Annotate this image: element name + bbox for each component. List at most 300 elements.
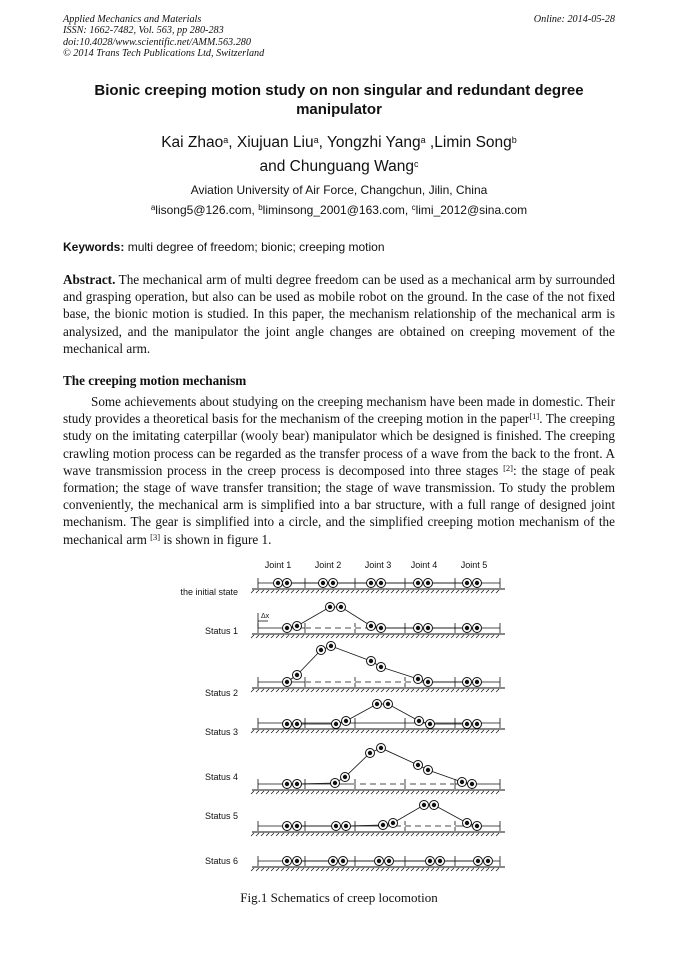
ground-hatch: [346, 689, 349, 692]
gear-hub: [295, 722, 299, 726]
ground-hatch: [316, 868, 319, 871]
ground-hatch: [466, 635, 469, 638]
ground-hatch: [421, 590, 424, 593]
gear-hub: [475, 722, 479, 726]
gear-hub: [379, 626, 383, 630]
ground-hatch: [461, 590, 464, 593]
ground-hatch: [456, 689, 459, 692]
ground-hatch: [276, 635, 279, 638]
ground-hatch: [426, 590, 429, 593]
ground-hatch: [356, 635, 359, 638]
ground-hatch: [396, 635, 399, 638]
figure-caption: Fig.1 Schematics of creep locomotion: [240, 890, 438, 905]
copyright-line: © 2014 Trans Tech Publications Ltd, Switzerland: [63, 48, 265, 60]
ground-hatch: [476, 791, 479, 794]
ground-hatch: [271, 689, 274, 692]
gear-hub: [416, 581, 420, 585]
section-heading: The creeping motion mechanism: [63, 373, 247, 388]
ground-hatch: [301, 590, 304, 593]
ground-hatch: [326, 791, 329, 794]
gear-hub: [285, 722, 289, 726]
ground-hatch: [336, 689, 339, 692]
gear-hub: [391, 821, 395, 825]
ground-hatch: [371, 833, 374, 836]
ground-hatch: [491, 833, 494, 836]
paper-title: Bionic creeping motion study on non singular and redundant degree manipulator: [94, 82, 584, 118]
ground-hatch: [496, 868, 499, 871]
ground-hatch: [441, 833, 444, 836]
ground-hatch: [361, 791, 364, 794]
ground-hatch: [286, 635, 289, 638]
ground-hatch: [336, 791, 339, 794]
gear-hub: [379, 581, 383, 585]
ground-hatch: [441, 590, 444, 593]
ground-hatch: [416, 833, 419, 836]
ground-hatch: [351, 791, 354, 794]
ground-hatch: [471, 689, 474, 692]
ground-hatch: [276, 833, 279, 836]
ground-hatch: [411, 590, 414, 593]
ground-hatch: [301, 833, 304, 836]
gear-hub: [381, 823, 385, 827]
gear-hub: [387, 859, 391, 863]
ground-hatch: [401, 689, 404, 692]
ground-hatch: [251, 791, 254, 794]
ground-hatch: [341, 868, 344, 871]
ground-hatch: [401, 868, 404, 871]
gear-hub: [465, 821, 469, 825]
ground-hatch: [266, 730, 269, 733]
gear-hub: [295, 782, 299, 786]
ground-hatch: [436, 833, 439, 836]
ground-hatch: [406, 791, 409, 794]
ground-hatch: [491, 635, 494, 638]
ground-hatch: [411, 791, 414, 794]
gear-hub: [465, 680, 469, 684]
ground-hatch: [256, 791, 259, 794]
ground-hatch: [351, 730, 354, 733]
ground-hatch: [301, 689, 304, 692]
gear-hub: [379, 665, 383, 669]
ground-hatch: [441, 730, 444, 733]
status-label: Status 5: [204, 811, 238, 821]
ground-hatch: [396, 730, 399, 733]
email: liminsong_2001@163.com,: [262, 203, 412, 217]
ground-hatch: [361, 635, 364, 638]
doi-line: doi:10.4028/www.scientific.net/AMM.563.280: [63, 36, 251, 48]
ground-hatch: [331, 730, 334, 733]
ground-hatch: [496, 590, 499, 593]
ground-hatch: [406, 730, 409, 733]
email: limi_2012@sina.com: [415, 203, 528, 217]
status-label: Status 4: [204, 772, 238, 782]
gear-hub: [285, 581, 289, 585]
ground-hatch: [306, 590, 309, 593]
gear-hub: [422, 803, 426, 807]
ground-hatch: [436, 635, 439, 638]
author-affil-mark: a: [223, 135, 229, 145]
ground-hatch: [256, 635, 259, 638]
ground-hatch: [446, 689, 449, 692]
ground-hatch: [371, 730, 374, 733]
gear-hub: [476, 859, 480, 863]
email-mark: c: [411, 203, 416, 212]
ground-hatch: [451, 590, 454, 593]
ground-hatch: [346, 635, 349, 638]
arm-link: [287, 704, 477, 724]
ground-hatch: [291, 590, 294, 593]
ground-hatch: [261, 730, 264, 733]
ground-hatch: [366, 833, 369, 836]
ground-hatch: [386, 635, 389, 638]
ground-hatch: [266, 833, 269, 836]
ground-hatch: [456, 868, 459, 871]
ground-hatch: [376, 868, 379, 871]
gear-hub: [377, 859, 381, 863]
gear-hub: [285, 824, 289, 828]
ground-hatch: [481, 635, 484, 638]
ground-hatch: [416, 730, 419, 733]
author-name: Xiujuan Liu: [236, 134, 314, 151]
ground-hatch: [301, 635, 304, 638]
gear-hub: [369, 581, 373, 585]
ground-hatch: [261, 833, 264, 836]
ground-hatch: [386, 833, 389, 836]
dx-label: Δx: [261, 613, 270, 620]
gear-hub: [295, 673, 299, 677]
ground-hatch: [341, 833, 344, 836]
ground-hatch: [251, 590, 254, 593]
ground-hatch: [256, 868, 259, 871]
ground-hatch: [436, 590, 439, 593]
ground-hatch: [431, 730, 434, 733]
ground-hatch: [481, 791, 484, 794]
ground-hatch: [346, 590, 349, 593]
ground-hatch: [396, 689, 399, 692]
ground-hatch: [411, 689, 414, 692]
ground-hatch: [266, 689, 269, 692]
ground-hatch: [286, 730, 289, 733]
ground-hatch: [326, 730, 329, 733]
ground-hatch: [386, 730, 389, 733]
ground-hatch: [366, 590, 369, 593]
ground-hatch: [451, 833, 454, 836]
ground-hatch: [496, 791, 499, 794]
ground-hatch: [421, 635, 424, 638]
ground-hatch: [336, 868, 339, 871]
body-paragraph: [63, 393, 615, 548]
ground-hatch: [296, 590, 299, 593]
ground-hatch: [356, 730, 359, 733]
ground-hatch: [351, 689, 354, 692]
ground-hatch: [391, 689, 394, 692]
ground-hatch: [271, 868, 274, 871]
ground-hatch: [421, 791, 424, 794]
issn-line: ISSN: 1662-7482, Vol. 563, pp 280-283: [63, 25, 224, 37]
ground-hatch: [416, 635, 419, 638]
ground-hatch: [276, 868, 279, 871]
ground-hatch: [296, 635, 299, 638]
gear-hub: [276, 581, 280, 585]
ground-hatch: [461, 730, 464, 733]
ground-hatch: [381, 791, 384, 794]
gear-hub: [417, 719, 421, 723]
ground-hatch: [266, 590, 269, 593]
ground-hatch: [306, 833, 309, 836]
author-name: Yongzhi Yang: [326, 134, 421, 151]
gear-hub: [426, 581, 430, 585]
ground-hatch: [386, 791, 389, 794]
gear-hub: [486, 859, 490, 863]
ground-hatch: [366, 791, 369, 794]
ground-hatch: [276, 730, 279, 733]
status-label: Status 1: [204, 626, 238, 636]
ground-hatch: [446, 635, 449, 638]
author-affil-mark: a: [420, 135, 426, 145]
gear-hub: [285, 680, 289, 684]
gear-hub: [475, 680, 479, 684]
ground-hatch: [326, 689, 329, 692]
ground-hatch: [291, 730, 294, 733]
gear-hub: [328, 605, 332, 609]
gear-hub: [379, 746, 383, 750]
gear-hub: [375, 702, 379, 706]
ground-hatch: [351, 868, 354, 871]
ground-hatch: [406, 590, 409, 593]
ground-hatch: [361, 868, 364, 871]
ground-hatch: [386, 868, 389, 871]
gear-hub: [344, 824, 348, 828]
ground-hatch: [486, 689, 489, 692]
gear-hub: [416, 626, 420, 630]
ground-hatch: [316, 635, 319, 638]
ground-hatch: [476, 635, 479, 638]
ground-hatch: [351, 635, 354, 638]
ground-hatch: [251, 730, 254, 733]
ground-hatch: [476, 689, 479, 692]
ground-hatch: [466, 689, 469, 692]
ground-hatch: [356, 590, 359, 593]
ground-hatch: [251, 833, 254, 836]
ground-hatch: [366, 635, 369, 638]
body-text: is shown in figure 1.: [160, 531, 272, 547]
ground-hatch: [391, 791, 394, 794]
ground-hatch: [336, 635, 339, 638]
ground-hatch: [416, 868, 419, 871]
ground-hatch: [481, 689, 484, 692]
ground-hatch: [376, 791, 379, 794]
ground-hatch: [491, 590, 494, 593]
ground-hatch: [346, 791, 349, 794]
ground-hatch: [471, 868, 474, 871]
ground-hatch: [496, 689, 499, 692]
ground-hatch: [291, 868, 294, 871]
journal-header: [63, 14, 264, 60]
ground-hatch: [436, 689, 439, 692]
online-date: Online: 2014-05-28: [533, 14, 615, 25]
ground-hatch: [431, 833, 434, 836]
ground-hatch: [336, 833, 339, 836]
gear-hub: [321, 581, 325, 585]
ground-hatch: [466, 833, 469, 836]
ground-hatch: [346, 868, 349, 871]
ground-hatch: [371, 868, 374, 871]
ground-hatch: [336, 730, 339, 733]
gear-hub: [470, 782, 474, 786]
author-separator: ,: [318, 134, 327, 151]
ground-hatch: [401, 730, 404, 733]
abstract-label: Abstract.: [63, 272, 116, 287]
ground-hatch: [456, 590, 459, 593]
ground-hatch: [456, 791, 459, 794]
gear-hub: [438, 859, 442, 863]
ground-hatch: [316, 590, 319, 593]
ground-hatch: [376, 833, 379, 836]
ground-hatch: [391, 590, 394, 593]
ground-hatch: [486, 868, 489, 871]
ground-hatch: [451, 635, 454, 638]
ground-hatch: [406, 833, 409, 836]
ground-hatch: [251, 868, 254, 871]
ground-hatch: [321, 730, 324, 733]
gear-hub: [329, 644, 333, 648]
ground-hatch: [316, 689, 319, 692]
gear-hub: [344, 719, 348, 723]
ground-hatch: [456, 833, 459, 836]
ground-hatch: [486, 730, 489, 733]
ground-hatch: [471, 833, 474, 836]
ground-hatch: [291, 833, 294, 836]
ground-hatch: [316, 730, 319, 733]
ground-hatch: [381, 635, 384, 638]
ground-hatch: [476, 730, 479, 733]
gear-hub: [465, 581, 469, 585]
ground-hatch: [426, 635, 429, 638]
gear-hub: [428, 859, 432, 863]
ground-hatch: [471, 590, 474, 593]
ground-hatch: [441, 868, 444, 871]
ground-hatch: [311, 590, 314, 593]
gear-hub: [331, 581, 335, 585]
keywords-label: Keywords:: [63, 240, 125, 254]
ground-hatch: [446, 590, 449, 593]
creep-schematic-figure: [0, 555, 678, 885]
joint-label: Joint 3: [364, 560, 392, 570]
ground-hatch: [471, 730, 474, 733]
ground-hatch: [461, 689, 464, 692]
ground-hatch: [436, 730, 439, 733]
ground-hatch: [311, 689, 314, 692]
ground-hatch: [366, 689, 369, 692]
ground-hatch: [481, 590, 484, 593]
status-label: the initial state: [180, 587, 238, 597]
citation: [2]: [503, 462, 513, 473]
ground-hatch: [266, 635, 269, 638]
ground-hatch: [286, 791, 289, 794]
ground-hatch: [266, 868, 269, 871]
ground-hatch: [406, 635, 409, 638]
ground-hatch: [271, 635, 274, 638]
gear-hub: [334, 722, 338, 726]
ground-hatch: [321, 635, 324, 638]
ground-hatch: [446, 730, 449, 733]
author-line-2: [63, 155, 615, 179]
ground-hatch: [261, 868, 264, 871]
joint-label: Joint 5: [460, 560, 488, 570]
ground-hatch: [361, 689, 364, 692]
ground-hatch: [306, 689, 309, 692]
ground-hatch: [486, 791, 489, 794]
ground-hatch: [431, 868, 434, 871]
ground-hatch: [416, 590, 419, 593]
gear-hub: [475, 626, 479, 630]
ground-hatch: [281, 791, 284, 794]
ground-hatch: [271, 590, 274, 593]
ground-hatch: [381, 833, 384, 836]
gear-hub: [295, 859, 299, 863]
ground-hatch: [306, 791, 309, 794]
ground-hatch: [331, 635, 334, 638]
gear-hub: [465, 626, 469, 630]
ground-hatch: [481, 868, 484, 871]
ground-hatch: [446, 791, 449, 794]
ground-hatch: [431, 689, 434, 692]
ground-hatch: [311, 635, 314, 638]
ground-hatch: [421, 689, 424, 692]
ground-hatch: [341, 590, 344, 593]
gear-hub: [333, 781, 337, 785]
email-mark: a: [150, 203, 156, 212]
ground-hatch: [491, 730, 494, 733]
affiliation: Aviation University of Air Force, Changchun, Jilin, China: [190, 183, 488, 197]
status-label: Status 6: [204, 856, 238, 866]
author-emails: [63, 203, 615, 217]
gear-hub: [319, 648, 323, 652]
ground-hatch: [296, 868, 299, 871]
ground-hatch: [441, 635, 444, 638]
joint-label: Joint 2: [314, 560, 342, 570]
ground-hatch: [391, 833, 394, 836]
gear-hub: [368, 751, 372, 755]
ground-hatch: [331, 590, 334, 593]
ground-hatch: [346, 730, 349, 733]
ground-hatch: [286, 689, 289, 692]
ground-hatch: [331, 868, 334, 871]
ground-hatch: [466, 868, 469, 871]
email-mark: b: [258, 203, 263, 212]
ground-hatch: [316, 791, 319, 794]
ground-hatch: [381, 689, 384, 692]
ground-hatch: [341, 689, 344, 692]
ground-hatch: [386, 689, 389, 692]
ground-hatch: [276, 590, 279, 593]
gear-hub: [426, 626, 430, 630]
ground-hatch: [476, 590, 479, 593]
ground-hatch: [496, 730, 499, 733]
ground-hatch: [461, 791, 464, 794]
ground-hatch: [321, 689, 324, 692]
ground-hatch: [326, 590, 329, 593]
gear-hub: [285, 859, 289, 863]
ground-hatch: [461, 635, 464, 638]
ground-hatch: [271, 791, 274, 794]
ground-hatch: [446, 833, 449, 836]
ground-hatch: [356, 791, 359, 794]
gear-hub: [295, 624, 299, 628]
gear-hub: [465, 722, 469, 726]
ground-hatch: [351, 590, 354, 593]
ground-hatch: [256, 730, 259, 733]
